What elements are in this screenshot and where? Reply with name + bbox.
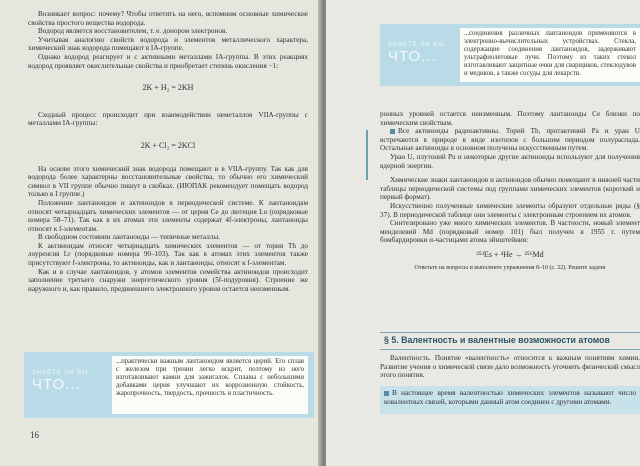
margin-bar xyxy=(366,130,368,180)
bullet-square-icon xyxy=(390,129,395,134)
bullet-square-icon xyxy=(384,391,389,396)
paragraph: На основе этого химический знак водорода помещают и в VIIA-группу. Так как для водорода более характерны восстановительные свойства, то обычно его химический символ в VII группе обычно пишут в скобках. (ИЮПАК рекомендует помещать водород только в I группе.) xyxy=(28,164,308,199)
page-number: 16 xyxy=(30,430,39,440)
box-label-small: ЗНАЕТЕ ЛИ ВЫ, xyxy=(388,42,448,48)
paragraph: Сходный процесс происходит при взаимодействии неметаллов VIIA-группы с металлами IA-группы: xyxy=(28,110,308,128)
did-you-know-text: ...практически важным лантаноидом является церий. Его сплав с железом при трении легко искрит, поэтому из него изготавливают камни для зажигалок. Сплавы с небольшими добавками церия улучшают их коррозионную стойкость, жаропрочность, твердость, прочность и пластичность. xyxy=(112,356,308,414)
paragraph: Искусственно полученные химические элементы образуют отдельные ряды (§ 37). В периодической таблице они элементы с электронным строением их атомов. xyxy=(380,201,640,219)
box-label-big: ЧТО... xyxy=(388,48,437,65)
paragraph: Уран U, плутоний Pu и некоторые другие актиноиды используют для получения ядерной энергии. xyxy=(380,152,640,170)
paragraph-text: В настоящее время валентностью химических элементов называют число ковалентных связей, которыми данный атом соединен с другими атомами. xyxy=(384,389,636,406)
paragraph: Химические знаки лантаноидов и актиноидов обычно помещают в нижней части таблицы периодической системы под группами химических элементов (короткий и первый формат). xyxy=(380,176,640,202)
paragraph: Положение лантаноидов и актиноидов в периодической системе. К лантаноидам относят четырнадцать химических элементов — от церия Ce до лютеция Lu (порядковые номера 58–71). Так как в их атомах эти элементы содержат 4f-электроны, лантаноиды относят к f-элементам. xyxy=(28,198,308,233)
section-rule-bottom xyxy=(380,349,640,350)
right-page xyxy=(326,0,640,466)
paragraph xyxy=(384,389,636,406)
paragraph: Однако водород реагирует и с активными металлами IA-группы. В этих реакциях водород проявляет окислительные свойства и приобретает степень окисления −1: xyxy=(28,52,308,70)
paragraph: Валентность. Понятие «валентность» относится к важным понятиям химии. Развитие учения о химической связи дало возможность уточнить физический смысл этого понятия. xyxy=(380,354,640,380)
equation-1: 2K + H₂ = 2KH xyxy=(142,83,194,93)
paragraph: Учитывая аналогию свойств водорода и элементов металлического характера, химический знак водорода помещают в IA-группе. xyxy=(28,35,308,53)
paragraph: ронных уровней остается неизменным. Поэтому лантаноиды Ce близки по химическим свойствам. xyxy=(380,110,640,127)
box-label-small: ЗНАЕТЕ ЛИ ВЫ, xyxy=(32,370,92,376)
paragraph xyxy=(380,127,640,153)
paragraph: Возникает вопрос: почему? Чтобы ответить на него, вспомним основные химические свойства простого вещества водорода. xyxy=(28,10,308,27)
exercise-note: Ответьте на вопросы и выполните упражнения 8–10 (с. 22). Решите задачи xyxy=(414,264,606,271)
paragraph: К актиноидам относят четырнадцать химических элементов — от тория Th до лоуренсия Lr (порядковые номера 90–103). Так как в атомах этих элементов также присутствуют f-электроны, то актиноиды, как и лантаноиды, относят к f-элементам. xyxy=(28,241,308,268)
box-label-big: ЧТО... xyxy=(32,376,81,393)
right-text-top xyxy=(380,110,640,272)
paragraph: Как и в случае лантаноидов, у атомов элементов семейства актиноидов происходит заполнение третьего снаружи энергетического уровня (5f-подуровня). Строение же наружного и, как правило, предвнешнего электронного уровня остается неизменным. xyxy=(28,267,308,293)
left-text-top xyxy=(28,10,308,293)
equation-2: 2K + Cl₂ = 2KCl xyxy=(140,140,196,150)
paragraph: В свободном состоянии лантаноиды — типичные металлы. xyxy=(38,233,220,242)
right-text-bottom xyxy=(380,354,640,380)
section-rule-top xyxy=(380,332,640,333)
did-you-know-label xyxy=(388,42,447,65)
paragraph: Водород является восстановителем, т. е. донором электронов. xyxy=(38,27,228,36)
equation: ²⁵³Es + ⁴He → ²⁵⁶Md xyxy=(476,249,544,259)
did-you-know-label xyxy=(32,370,91,393)
paragraph-text: Все актиноиды радиоактивны. Торий Th, протактиний Pa и уран U встречаются в природе в виде изотопов с большим периодом полураспада. Остальные актиноиды в основном получены искусственным путем. xyxy=(380,127,640,153)
section-title: § 5. Валентность и валентные возможности атомов xyxy=(384,335,610,345)
definition-text xyxy=(384,389,636,406)
paragraph: Синтезировано уже много химических элементов. В частности, новый элемент менделевий Md (порядковый номер 101) был получен в 1955 г. путем бомбардировки α-частицами атома эйнштейния: xyxy=(380,219,640,245)
did-you-know-text: ...соединения различных лантаноидов применяются в электронно-вычислительных устройствах. Стекла, содержащие соединения лантаноидов, задерживают ультрафиолетовые лучи. Поэтому из таких стекол изготавливают защитные очки для сварщиков, стеклодувов и медиков, а также сосуды для лекарств. xyxy=(460,28,640,82)
